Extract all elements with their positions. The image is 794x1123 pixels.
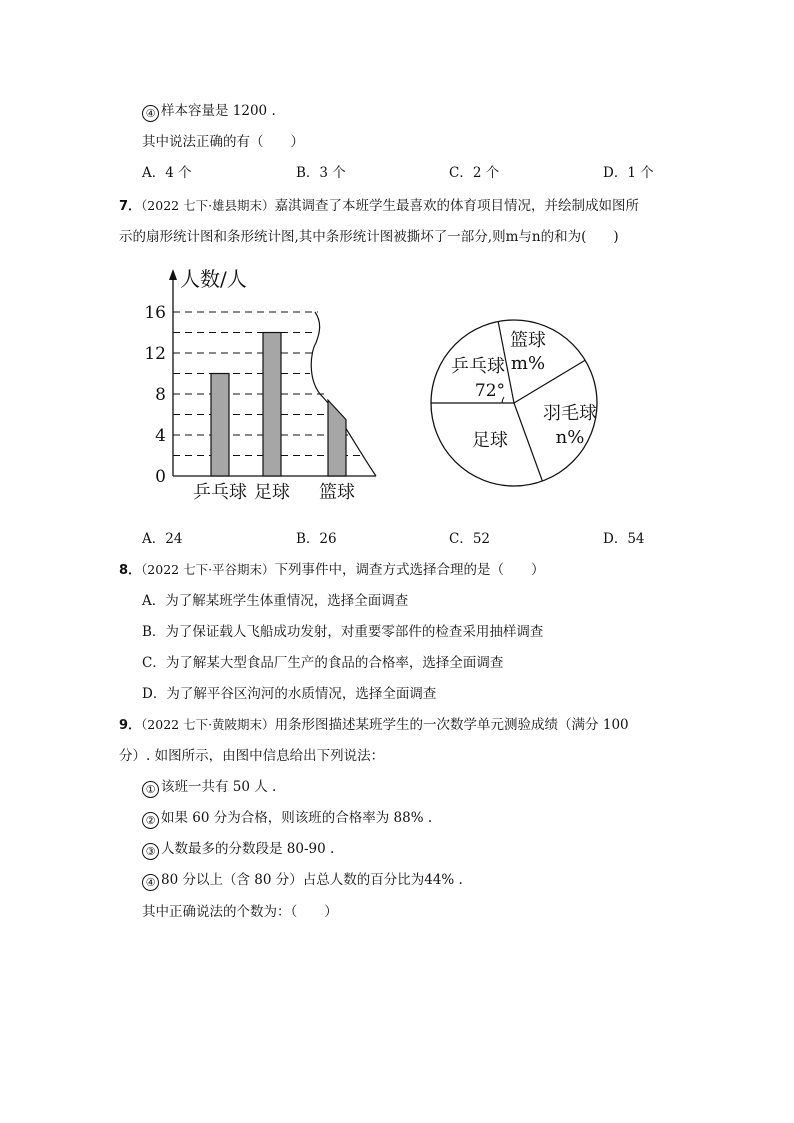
q6-option-a[interactable]: A．4 个 (142, 165, 192, 181)
q9-number: 9． (119, 718, 142, 733)
bar-1 (211, 374, 229, 477)
pie-value-n: n% (555, 427, 585, 448)
x-tick-label-2: 足球 (254, 482, 290, 503)
q9-statement-3: ③ 人数最多的分数段是 80-90 . (142, 840, 334, 860)
q8-option-d[interactable]: D．为了解平谷区泃河的水质情况，选择全面调查 (142, 686, 437, 702)
q8-stem: 8．（2022 七下·平谷期末）下列事件中，调查方式选择合理的是（ ） (119, 562, 545, 578)
divider-3 (514, 403, 542, 481)
pie-value-m: m% (510, 353, 546, 374)
q7-source: （2022 七下·雄县期末） (141, 198, 275, 213)
q6-question: 其中说法正确的有（ ） (142, 134, 304, 150)
q8-option-c[interactable]: C．为了解某大型食品厂生产的食品的合格率，选择全面调查 (142, 655, 504, 671)
x-tick-label-1: 乒乓球 (193, 482, 247, 503)
q9-stem-line1: 9．（2022 七下·黄陂期末）用条形图描述某班学生的一次数学单元测验成绩（满分 100 (119, 717, 629, 733)
q8-option-b[interactable]: B．为了保证载人飞船成功发射，对重要零部件的检查采用抽样调查 (142, 624, 544, 640)
q7-stem-line1: 7．（2022 七下·雄县期末）嘉淇调查了本班学生最喜欢的体育项目情况，并绘制成如图所 (119, 198, 640, 214)
q8-option-a[interactable]: A．为了解某班学生体重情况，选择全面调查 (142, 593, 409, 609)
q9-question: 其中正确说法的个数为：（ ） (142, 904, 338, 920)
q7-option-c[interactable]: C．52 (449, 531, 491, 547)
q7-figure (140, 262, 610, 512)
pie-label-badminton: 羽毛球 (543, 403, 597, 424)
q7-option-d[interactable]: D．54 (603, 531, 645, 547)
q7-stem-line2: 示的扇形统计图和条形统计图,其中条形统计图被撕坏了一部分,则m与n的和为( ) (119, 229, 619, 245)
q6-option-d[interactable]: D．1 个 (603, 165, 654, 181)
pie-chart (431, 320, 597, 486)
circled-number-1: ① (142, 781, 159, 798)
pie-label-football: 足球 (472, 430, 508, 451)
q9-statement-2: ② 如果 60 分为合格，则该班的合格率为 88% . (142, 809, 432, 829)
y-axis-arrow (169, 269, 177, 280)
q9-stem-line2: 分）. 如图所示，由图中信息给出下列说法： (119, 748, 385, 764)
y-axis-label: 人数/人 (180, 267, 247, 291)
pie-label-basketball: 篮球 (510, 330, 546, 351)
circled-number-3: ③ (142, 843, 159, 860)
y-tick-label-4: 4 (155, 426, 166, 446)
pie-angle-label: 72° (474, 381, 506, 401)
q8-number: 8． (119, 563, 142, 578)
bar-2 (263, 333, 281, 477)
circled-number-4: ④ (142, 105, 159, 122)
y-tick-label-16: 16 (144, 303, 166, 323)
q6-statement-4: ④ 样本容量是 1200 . (142, 102, 276, 122)
circled-number-4: ④ (142, 874, 159, 891)
y-tick-label-12: 12 (144, 344, 166, 364)
x-tick-label-3: 篮球 (319, 482, 355, 503)
q7-option-a[interactable]: A．24 (142, 531, 183, 547)
q9-statement-1: ① 该班一共有 50 人 . (142, 778, 276, 798)
q9-statement-4: ④ 80 分以上（含 80 分）占总人数的百分比为44% . (142, 871, 463, 891)
bar-chart (144, 267, 376, 503)
q6-option-b[interactable]: B．3 个 (296, 165, 346, 181)
bar-3-torn (328, 400, 346, 476)
q7-number: 7． (119, 199, 142, 214)
pie-label-pingpong: 乒乓球 (451, 356, 505, 377)
q9-source: （2022 七下·黄陂期末） (141, 717, 275, 732)
circled-number-2: ② (142, 812, 159, 829)
q7-option-b[interactable]: B．26 (296, 531, 337, 547)
y-tick-label-8: 8 (155, 385, 166, 405)
y-tick-label-0: 0 (155, 467, 166, 487)
q8-source: （2022 七下·平谷期末） (141, 562, 275, 577)
q6-option-c[interactable]: C．2 个 (449, 165, 500, 181)
